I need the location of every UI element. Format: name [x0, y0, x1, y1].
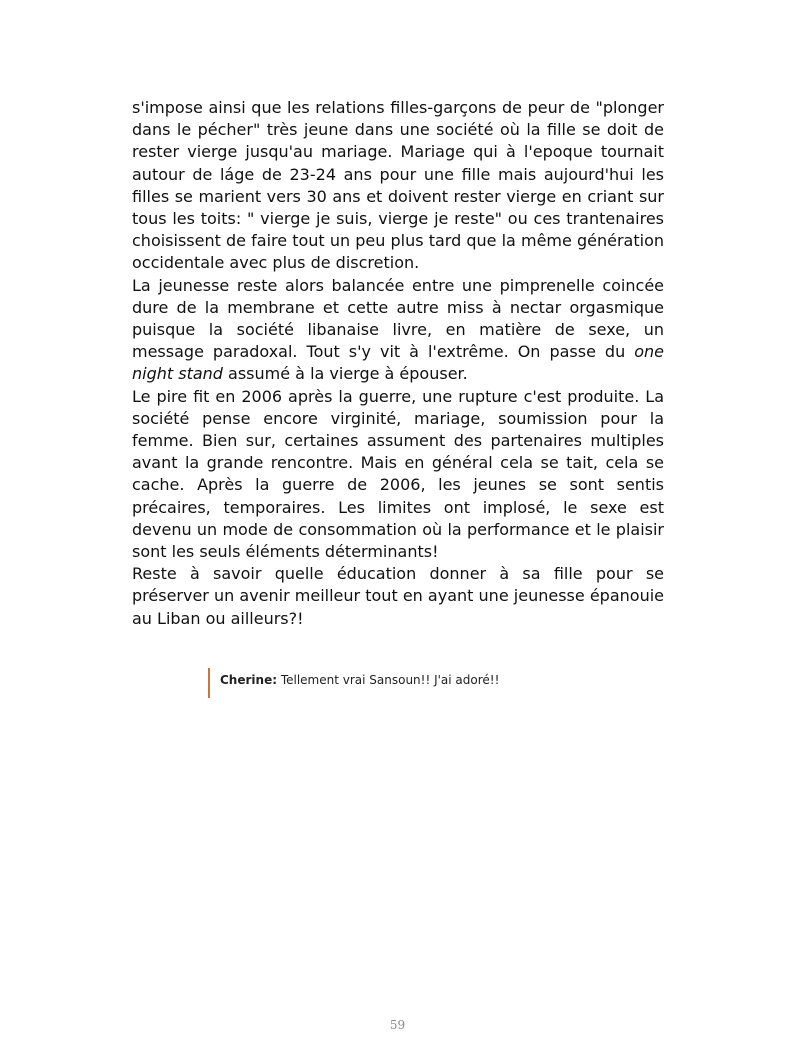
comment-author: Cherine: [220, 673, 277, 687]
paragraph-4: Reste à savoir quelle éducation donner à sa fille pour se préserver un avenir meilleur tout en ayant une jeunesse épanouie au Liban ou ailleurs?! [132, 564, 664, 628]
paragraph-2 [132, 275, 664, 386]
reader-comment [208, 668, 499, 698]
article-body [132, 97, 664, 630]
paragraph-1: s'impose ainsi que les relations filles-garçons de peur de "plonger dans le pécher" très jeune dans une société où la fille se doit de rester vierge jusqu'au mariage. Mariage qui à l'epoque tournait autour de láge de 23-24 ans pour une fille mais aujourd'hui les filles se marient vers 30 ans et doivent rester vierge en criant sur tous les toits: " vierge je suis, vierge je reste" ou ces trantenaires choisissent de faire tout un peu plus tard que la même génération occidentale avec plus de discretion. [132, 98, 664, 273]
page-number: 59 [389, 1018, 406, 1032]
paragraph-3: Le pire fit en 2006 après la guerre, une rupture c'est produite. La société pense encore virginité, mariage, soumission pour la femme. Bien sur, certaines assument des partenaires multiples avant la grande rencontre. Mais en général cela se tait, cela se cache. Après la guerre de 2006, les jeunes se sont sentis précaires, temporaires. Les limites ont implosé, le sexe est devenu un mode de consommation où la performance et le plaisir sont les seuls éléments déterminants! [132, 386, 664, 562]
paragraph-2-emphasis: one night stand [132, 342, 664, 384]
paragraph-2-text-before: La jeunesse reste alors balancée entre une pimprenelle coincée dure de la membrane et cette autre miss à nectar orgasmique puisque la société libanaise livre, en matière de sexe, un message paradoxal. Tout s'y vit à l'extrême. On passe du [132, 275, 664, 362]
paragraph-2-text-after: assumé à la vierge à épouser. [222, 364, 468, 384]
comment-text: Tellement vrai Sansoun!! J'ai adoré!! [277, 673, 500, 687]
